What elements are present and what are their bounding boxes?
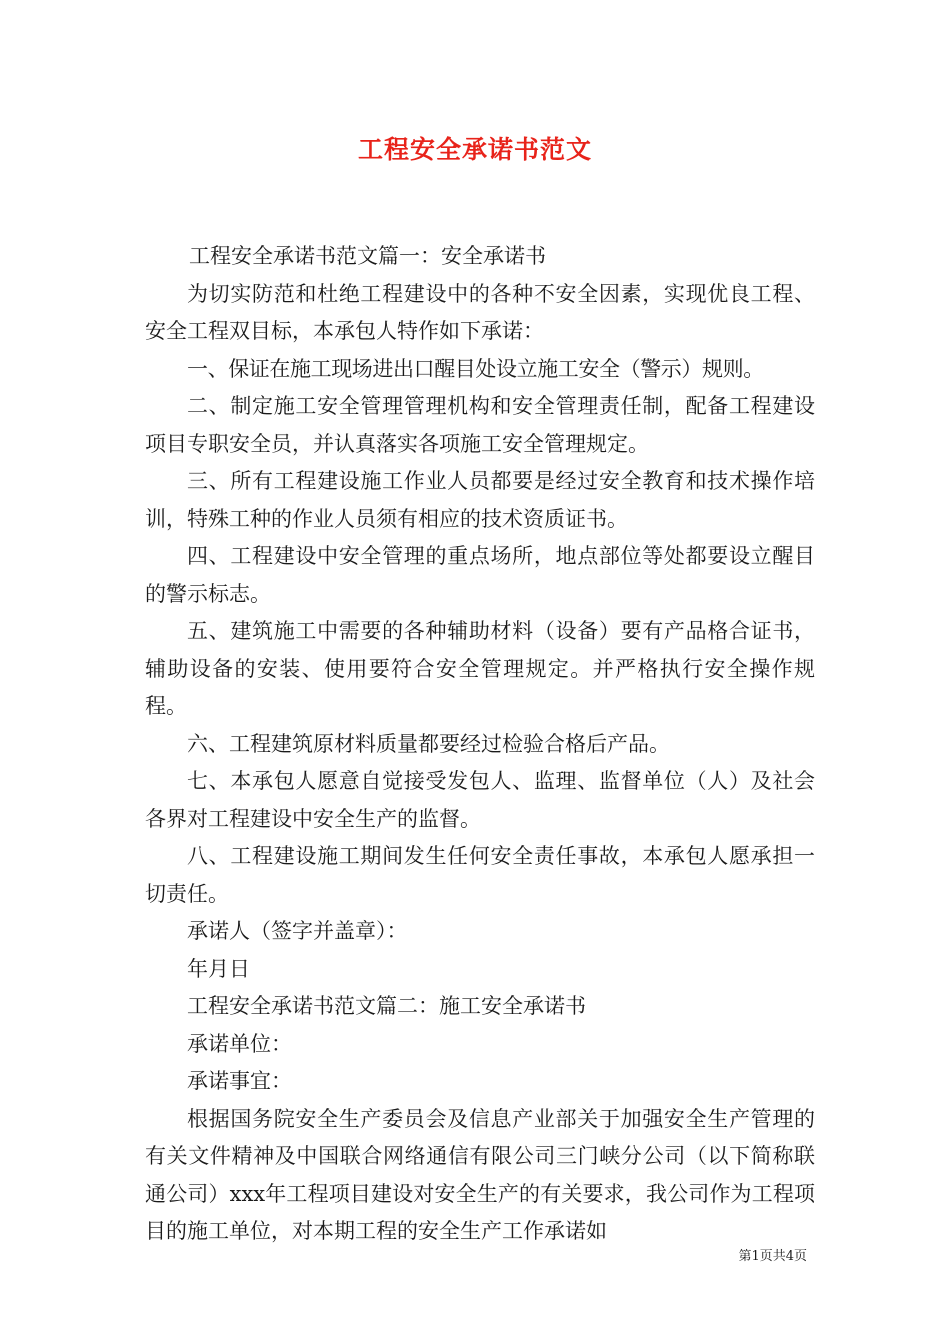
document-title: 工程安全承诺书范文 [357, 135, 592, 164]
paragraph: 七、本承包人愿意自觉接受发包人、监理、监督单位（人）及社会各界对工程建设中安全生产的监督。 [145, 769, 815, 831]
paragraph: 为切实防范和杜绝工程建设中的各种不安全因素，实现优良工程、安全工程双目标，本承包人特作如下承诺： [145, 281, 815, 343]
paragraph: 承诺单位： [187, 1031, 292, 1056]
paragraph: 二、制定施工安全管理管理机构和安全管理责任制，配备工程建设项目专职安全员，并认真落实各项施工安全管理规定。 [145, 394, 815, 456]
paragraph-heading-2: 工程安全承诺书范文篇二：施工安全承诺书 [187, 994, 586, 1018]
paragraph: 五、建筑施工中需要的各种辅助材料（设备）要有产品格合证书，辅助设备的安装、使用要符合安全管理规定。并严格执行安全操作规程。 [145, 619, 815, 718]
paragraph: 三、所有工程建设施工作业人员都要是经过安全教育和技术操作培训，特殊工种的作业人员须有相应的技术资质证书。 [145, 469, 815, 531]
signature-line: 承诺人（签字并盖章）： [187, 919, 408, 943]
paragraph: 一、保证在施工现场进出口醒目处设立施工安全（警示）规则。 [187, 356, 764, 381]
page-footer: 第1页共4页 [738, 1249, 807, 1264]
document-body [145, 238, 815, 1251]
paragraph: 六、工程建筑原材料质量都要经过检验合格后产品。 [187, 731, 670, 756]
date-line: 年月日 [187, 956, 250, 981]
paragraph-heading-1: 工程安全承诺书范文篇一：安全承诺书 [189, 244, 546, 268]
paragraph: 四、工程建设中安全管理的重点场所，地点部位等处都要设立醒目的警示标志。 [145, 544, 815, 606]
paragraph: 根据国务院安全生产委员会及信息产业部关于加强安全生产管理的有关文件精神及中国联合网络通信有限公司三门峡分公司（以下简称联通公司）xxx年工程项目建设对安全生产的有关要求，我公司作为工程项目的施工单位，对本期工程的安全生产工作承诺如 [145, 1106, 815, 1243]
paragraph: 八、工程建设施工期间发生任何安全责任事故，本承包人愿承担一切责任。 [145, 844, 815, 906]
paragraph: 承诺事宜： [187, 1069, 292, 1093]
